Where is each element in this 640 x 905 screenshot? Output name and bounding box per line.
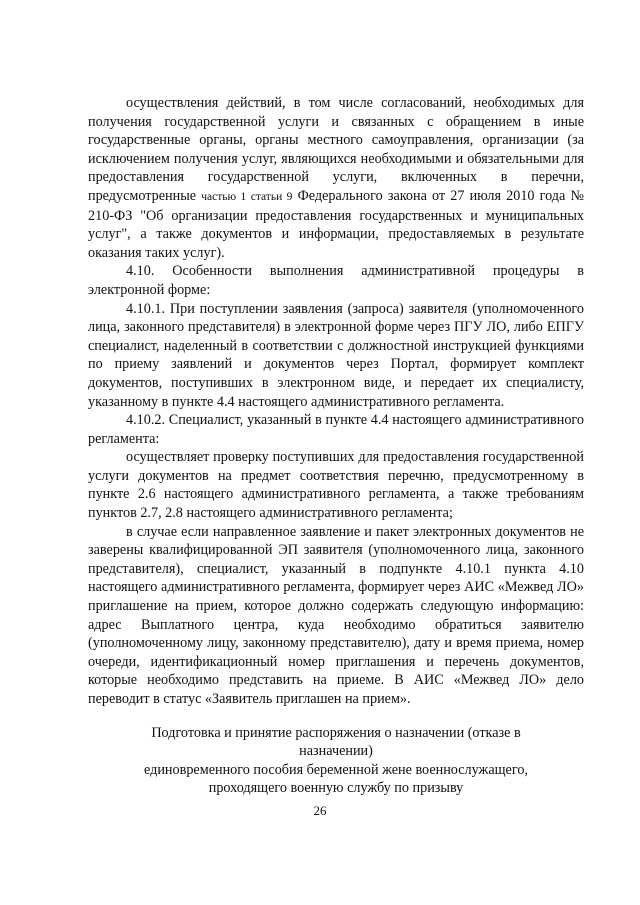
body-text (88, 94, 584, 798)
paragraph-invitation: в случае если направленное заявление и пакет электронных документов не заверены квалифицированной ЭП заявителя (уполномоченного лица, законного представителя), специалист, указанный в подпункте 4.10.1 пункта 4.10 настоящего административного регламента, формирует через АИС «Межвед ЛО» приглашение на прием, которое должно содержать следующую информацию: адрес Выплатного центра, куда необходимо обратиться заявителю (уполномоченному лицу, законному представителю), дату и время приема, номер очереди, идентификационный номер приглашения и перечень документов, которые необходимо представить на приеме. В АИС «Межвед ЛО» дело переводит в статус «Заявитель приглашен на прием». (88, 523, 584, 707)
section-heading-line: единовременного пособия беременной жене военнослужащего, (144, 761, 528, 778)
paragraph-verification: осуществляет проверку поступивших для предоставления государственной услуги документов на предмет соответствия перечню, предусмотренному в пункте 2.6 настоящего административного регламента, а также требованиям пунктов 2.7, 2.8 настоящего административного регламента; (88, 449, 584, 522)
paragraph-4-10: 4.10. Особенности выполнения административной процедуры в электронной форме: (88, 263, 584, 298)
page-number: 26 (313, 803, 327, 818)
section-heading (88, 724, 584, 798)
paragraph-4-10-1: 4.10.1. При поступлении заявления (запроса) заявителя (уполномоченного лица, законного представителя) в электронной форме через ПГУ ЛО, либо ЕПГУ специалист, наделенный в соответствии с должностной инструкцией функциями по приему заявлений и документов через Портал, формирует комплект документов, поступивших в электронном виде, и передает их специалисту, указанному в пункте 4.4 настоящего административного регламента. (88, 300, 584, 410)
paragraph-text-part: Федерального закона от 27 июля 2010 года № 210-ФЗ "Об организации предоставления государственных и муниципальных услуг", а также документов и информации, предоставляемых в результате оказания таких услуг). (88, 187, 584, 261)
paragraph-4-10-2: 4.10.2. Специалист, указанный в пункте 4.4 настоящего административного регламента: (88, 412, 584, 447)
section-heading-line: Подготовка и принятие распоряжения о назначении (отказе в (151, 724, 521, 741)
section-heading-line: назначении) (299, 743, 373, 760)
section-heading-line: проходящего военную службу по призыву (208, 780, 464, 797)
paragraph-continuation (88, 94, 584, 262)
paragraph-text-part: осуществления действий, в том числе согласований, необходимых для получения государственной услуги и связанных с обращением в иные государственные органы, органы местного самоуправления, организации (за исключением получения услуг, являющихся необходимыми и обязательными для предоставления государственной услуги, включенных в перечни, предусмотренные (88, 95, 584, 204)
law-reference-small: частью 1 статьи 9 (201, 190, 293, 203)
